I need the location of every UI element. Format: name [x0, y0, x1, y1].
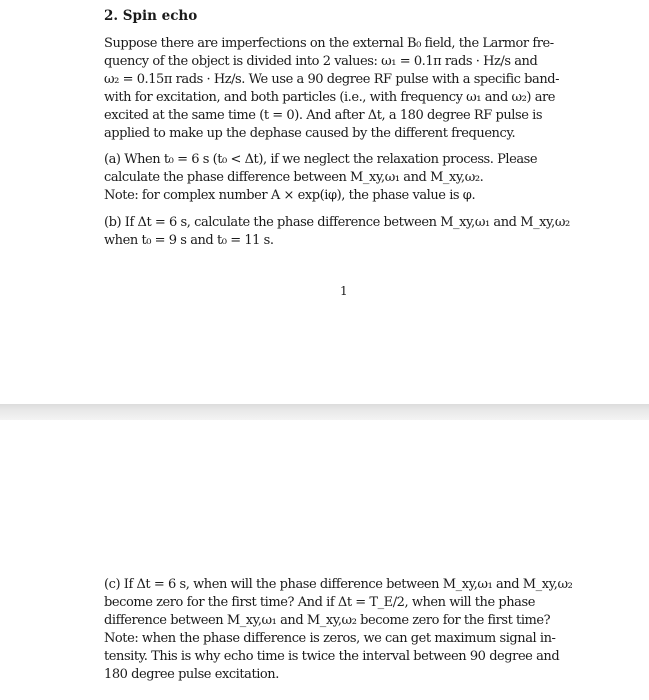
question-a-line: Note: for complex number A × exp(iφ), the phase value is φ.	[104, 188, 476, 203]
intro-line: Suppose there are imperfections on the external B₀ field, the Larmor fre-	[104, 36, 554, 51]
question-c-line: become zero for the first time? And if Δt = T_E/2, when will the phase	[104, 595, 535, 610]
intro-paragraph	[104, 35, 572, 143]
question-c-line: difference between M_xy,ω₁ and M_xy,ω₂ become zero for the first time?	[104, 613, 551, 628]
page-number: 1	[340, 284, 348, 298]
question-c-line: (c) If Δt = 6 s, when will the phase difference between M_xy,ω₁ and M_xy,ω₂	[104, 577, 572, 592]
intro-line: applied to make up the dephase caused by the different frequency.	[104, 126, 516, 141]
question-c-line: 180 degree pulse excitation.	[104, 667, 279, 682]
question-c-line: Note: when the phase difference is zeros, we can get maximum signal in-	[104, 631, 556, 646]
question-a	[104, 151, 572, 205]
page-separator	[0, 404, 649, 420]
question-c	[104, 576, 572, 684]
question-b-line: (b) If Δt = 6 s, calculate the phase difference between M_xy,ω₁ and M_xy,ω₂	[104, 215, 570, 230]
question-b	[104, 214, 572, 250]
intro-line: ω₂ = 0.15π rads · Hz/s. We use a 90 degree RF pulse with a specific band-	[104, 72, 560, 87]
intro-line: quency of the object is divided into 2 values: ω₁ = 0.1π rads · Hz/s and	[104, 54, 538, 69]
intro-line: excited at the same time (t = 0). And after Δt, a 180 degree RF pulse is	[104, 108, 543, 123]
intro-line: with for excitation, and both particles (i.e., with frequency ω₁ and ω₂) are	[104, 90, 556, 105]
question-c-line: tensity. This is why echo time is twice the interval between 90 degree and	[104, 649, 560, 664]
section-title: 2. Spin echo	[104, 8, 198, 24]
question-a-line: (a) When t₀ = 6 s (t₀ < Δt), if we neglect the relaxation process. Please	[104, 152, 538, 167]
question-a-line: calculate the phase difference between M_xy,ω₁ and M_xy,ω₂.	[104, 170, 484, 185]
question-b-line: when t₀ = 9 s and t₀ = 11 s.	[104, 233, 274, 248]
